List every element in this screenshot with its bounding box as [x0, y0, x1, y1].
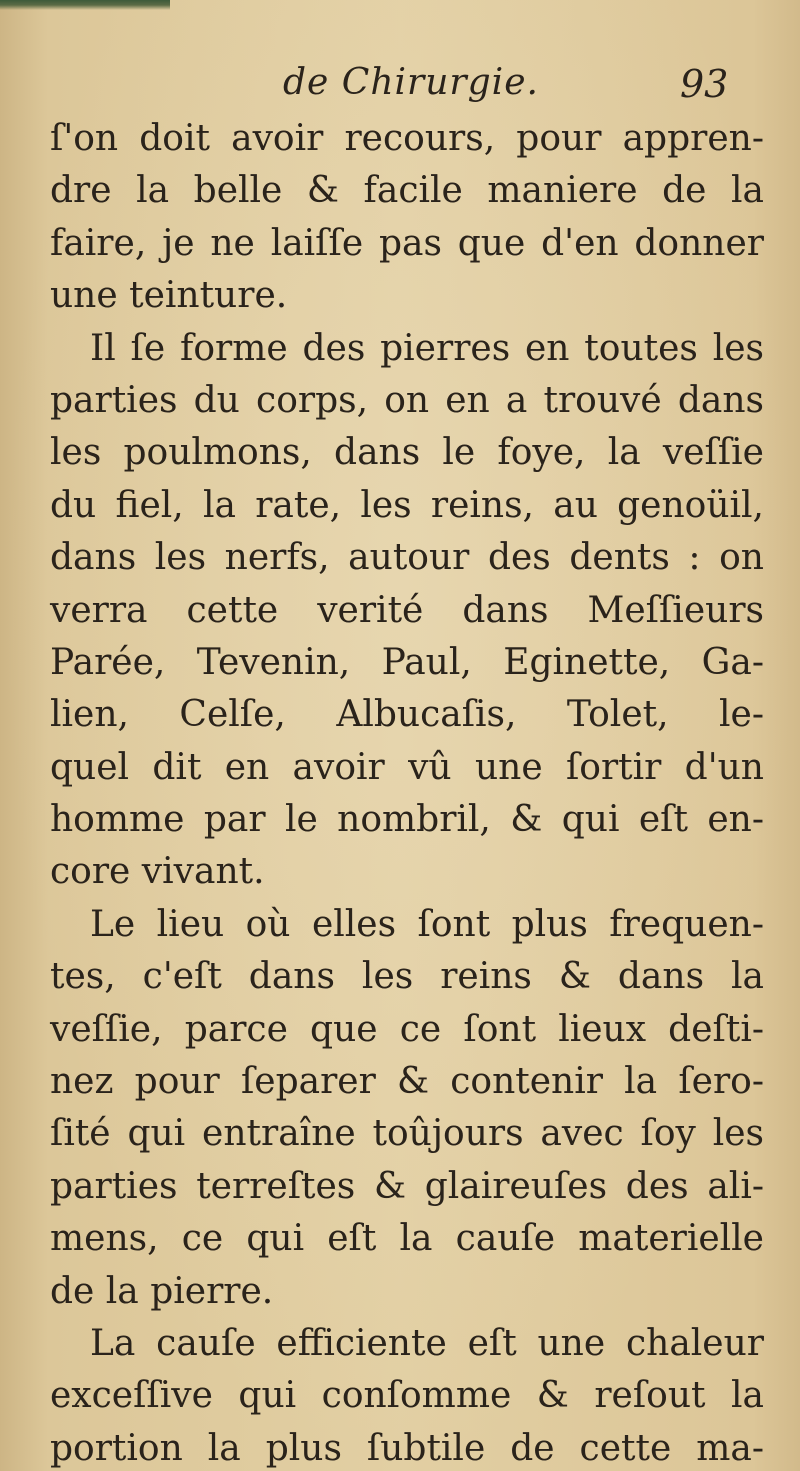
- text-line: mens, ce qui eſt la cauſe materielle: [50, 1218, 764, 1260]
- text-line: Parée, Tevenin, Paul, Eginette, Ga-: [50, 641, 764, 683]
- binding-edge: [0, 0, 170, 10]
- text-line: lien, Celſe, Albucaſis, Tolet, le-: [50, 694, 764, 736]
- text-line: core vivant.: [50, 851, 265, 893]
- text-line: Le lieu où elles ſont plus frequen-: [90, 903, 764, 945]
- text-line: dre la belle & facile maniere de la: [50, 170, 764, 212]
- text-line: exceſſive qui conſomme & reſout la: [50, 1375, 764, 1417]
- text-line: homme par le nombril, & qui eſt en-: [50, 799, 764, 841]
- body-text: [50, 113, 764, 1471]
- text-line: ſité qui entraîne toûjours avec ſoy les: [50, 1113, 764, 1155]
- text-line: veſſie, parce que ce ſont lieux deſti-: [50, 1008, 764, 1050]
- text-line: La cauſe efficiente eſt une chaleur: [90, 1322, 764, 1364]
- text-line: portion la plus ſubtile de cette ma-: [50, 1427, 764, 1469]
- text-line: ſ'on doit avoir recours, pour appren-: [50, 118, 764, 159]
- text-line: du fiel, la rate, les reins, au genoüil,: [50, 484, 764, 526]
- text-line: de la pierre.: [50, 1270, 274, 1312]
- text-line: parties terreſtes & glaireuſes des ali-: [50, 1165, 764, 1207]
- running-head: de Chirurgie.: [283, 62, 539, 103]
- page-number: 93: [680, 62, 729, 106]
- text-line: faire, je ne laiſſe pas que d'en donner: [50, 222, 764, 264]
- text-line: verra cette verité dans Meſſieurs: [50, 589, 764, 631]
- text-line: parties du corps, on en a trouvé dans: [50, 379, 764, 421]
- text-line: une teinture.: [50, 275, 288, 317]
- text-line: nez pour ſeparer & contenir la ſero-: [50, 1061, 764, 1103]
- text-line: dans les nerfs, autour des dents : on: [50, 537, 764, 579]
- page-header: [0, 60, 800, 120]
- text-line: tes, c'eſt dans les reins & dans la: [50, 956, 764, 998]
- text-line: quel dit en avoir vû une ſortir d'un: [50, 746, 764, 788]
- text-line: les poulmons, dans le foye, la veſſie: [50, 432, 764, 474]
- text-line: Il ſe forme des pierres en toutes les: [90, 327, 764, 369]
